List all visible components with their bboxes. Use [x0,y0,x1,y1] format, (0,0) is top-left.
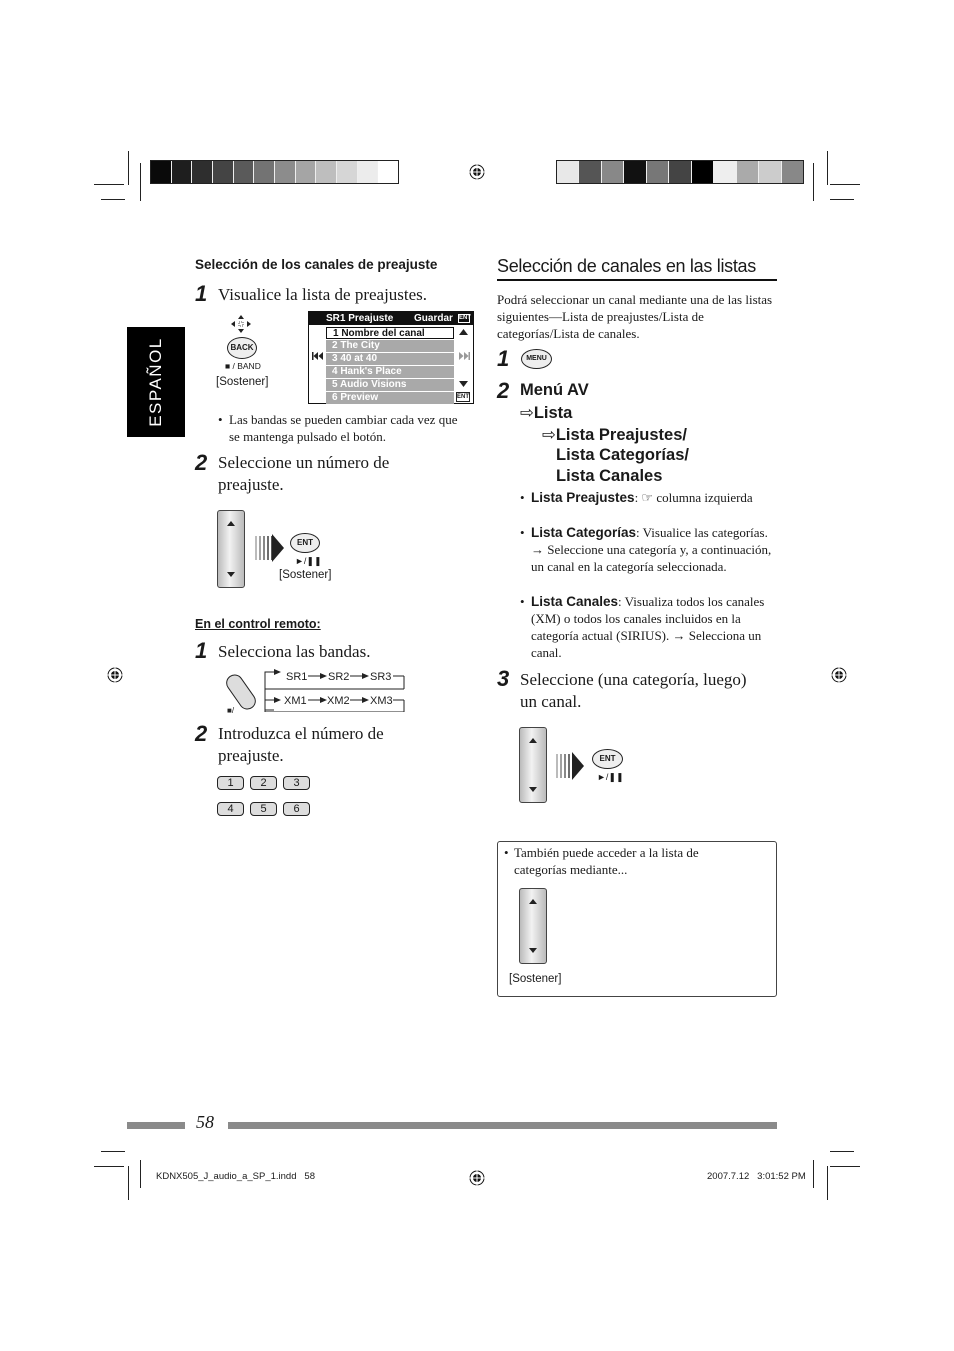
color-swatch [316,161,337,183]
step-number: 1 [195,638,208,663]
registration-mark-icon [831,667,847,683]
step-text: Seleccione (una categoría, luego) un canal. [520,670,747,711]
up-down-control[interactable] [519,727,547,803]
step-text: Seleccione un número de preajuste. [218,453,390,494]
hold-label: [Sostener] [279,569,332,581]
color-swatch [669,161,691,183]
step-number: 2 [195,721,208,746]
color-bar-right [556,160,804,184]
color-swatch [759,161,781,183]
registration-mark-icon [469,164,485,180]
band-label: XM1 [284,695,307,707]
screen-row[interactable]: 5 Audio Visions [326,379,454,391]
band-label: ■ / BAND [225,361,261,371]
page-bar-left [127,1122,185,1129]
title-underline [497,279,777,281]
color-swatch [213,161,234,183]
ent-badge-icon: ENT [457,394,469,400]
menu-path-line: Lista Categorías/ [556,446,689,464]
color-bar-left [150,160,399,184]
menu-path-line: Lista Canales [556,467,663,485]
up-down-control[interactable] [217,510,245,588]
color-swatch [579,161,601,183]
number-key-4[interactable]: 4 [217,802,244,816]
bullet-item: • También puede acceder a la lista de categorías mediante... [504,845,699,877]
step-text: Introduzca el número de preajuste. [218,724,384,765]
band-label: SR1 [286,671,308,683]
step-number: 2 [497,378,510,403]
color-swatch [602,161,624,183]
hold-label: [Sostener] [509,973,562,985]
band-cycle-diagram [262,668,408,712]
screen-row-selected[interactable]: 1 Nombre del canal [326,327,454,339]
color-swatch [714,161,736,183]
color-swatch [358,161,379,183]
right-section-title: Selección de canales en las listas [497,256,756,276]
menu-button[interactable]: MENU [521,349,552,369]
color-swatch [192,161,213,183]
scroll-up-icon [459,329,468,335]
number-key-5[interactable]: 5 [250,802,277,816]
band-label: XM3 [370,695,393,707]
color-swatch [692,161,714,183]
menu-path-line: Menú AV [520,381,589,399]
language-tab-label: ESPAÑOL [146,337,165,427]
page-bar-right [228,1122,777,1129]
color-swatch [296,161,317,183]
color-swatch [254,161,275,183]
left-section-title: Selección de los canales de preajuste [195,257,438,272]
back-button[interactable]: BACK [227,337,257,359]
color-swatch [275,161,296,183]
color-swatch [151,161,172,183]
color-swatch [557,161,579,183]
arrow-head-icon [572,752,584,780]
number-key-3[interactable]: 3 [283,776,310,790]
step-text: Selecciona las bandas. [218,642,371,661]
registration-mark-icon [107,667,123,683]
play-pause-label: ►/❚❚ [597,772,624,782]
color-swatch [624,161,646,183]
color-swatch [337,161,358,183]
screen-row[interactable]: 4 Hank's Place [326,366,454,378]
next-track-icon [459,352,470,360]
band-label: SR3 [370,671,392,683]
color-swatch [737,161,759,183]
note-box [497,841,777,997]
screen-header-title: SR1 Preajuste [326,313,394,324]
menu-path-line: ⇨Lista Preajustes/ [542,426,687,444]
bullet-item: • Lista Preajustes: ☞ columna izquierda [520,490,753,505]
bullet-item: • Las bandas se pueden cambiar cada vez que se mantenga pulsado el botón. [218,412,458,444]
up-down-control[interactable] [519,888,547,964]
joystick-icon [231,315,251,333]
color-swatch [378,161,398,183]
footer-file: KDNX505_J_audio_a_SP_1.indd 58 [156,1171,315,1182]
remote-back-band-icon [224,669,258,715]
band-label: XM2 [327,695,350,707]
svg-text:■/: ■/ [227,706,235,715]
number-key-1[interactable]: 1 [217,776,244,790]
screen-header [309,312,473,325]
prev-track-icon [312,352,323,360]
step-number: 2 [195,450,208,475]
remote-title: En el control remoto: [195,617,321,631]
ent-button[interactable]: ENT [592,749,623,769]
footer-date: 2007.7.12 3:01:52 PM [707,1171,806,1182]
bullet-item: • Lista Canales: Visualiza todos los canales (XM) o todos los canales incluidos en la categoría actual (SIRIUS). → Selecciona un canal. [520,594,765,660]
step-text: Visualice la lista de preajustes. [218,285,428,304]
number-key-2[interactable]: 2 [250,776,277,790]
play-pause-label: ►/❚❚ [295,556,322,566]
color-swatch [782,161,803,183]
language-tab [127,327,185,437]
screen-header-save: Guardar [414,313,453,324]
hold-label: [Sostener] [216,376,269,388]
color-swatch [234,161,255,183]
intro-paragraph: Podrá seleccionar un canal mediante una de las listas siguientes—Lista de preajustes/Lista de categorías/Lista de canales. [497,292,773,341]
arrow-head-icon [272,534,284,562]
ent-button[interactable]: ENT [290,533,320,553]
preset-list-screen [308,311,474,404]
bullet-item: • Lista Categorías: Visualice las categorías. → Seleccione una categoría y, a continuación, un canal en la categoría seleccionada. [520,525,772,574]
registration-mark-icon [469,1170,485,1186]
screen-row[interactable]: 3 40 at 40 [326,353,454,365]
color-swatch [172,161,193,183]
page-number: 58 [196,1112,214,1132]
number-key-6[interactable]: 6 [283,802,310,816]
scroll-down-icon [459,381,468,387]
color-swatch [647,161,669,183]
menu-path-line: ⇨Lista [520,404,573,422]
step-number: 1 [497,346,510,371]
screen-row[interactable]: 2 The City [326,340,454,352]
band-label: SR2 [328,671,350,683]
step-number: 3 [497,666,510,691]
ent-badge-icon: ENT [459,315,471,321]
step-number: 1 [195,281,208,306]
screen-row[interactable]: 6 Preview [326,392,454,404]
